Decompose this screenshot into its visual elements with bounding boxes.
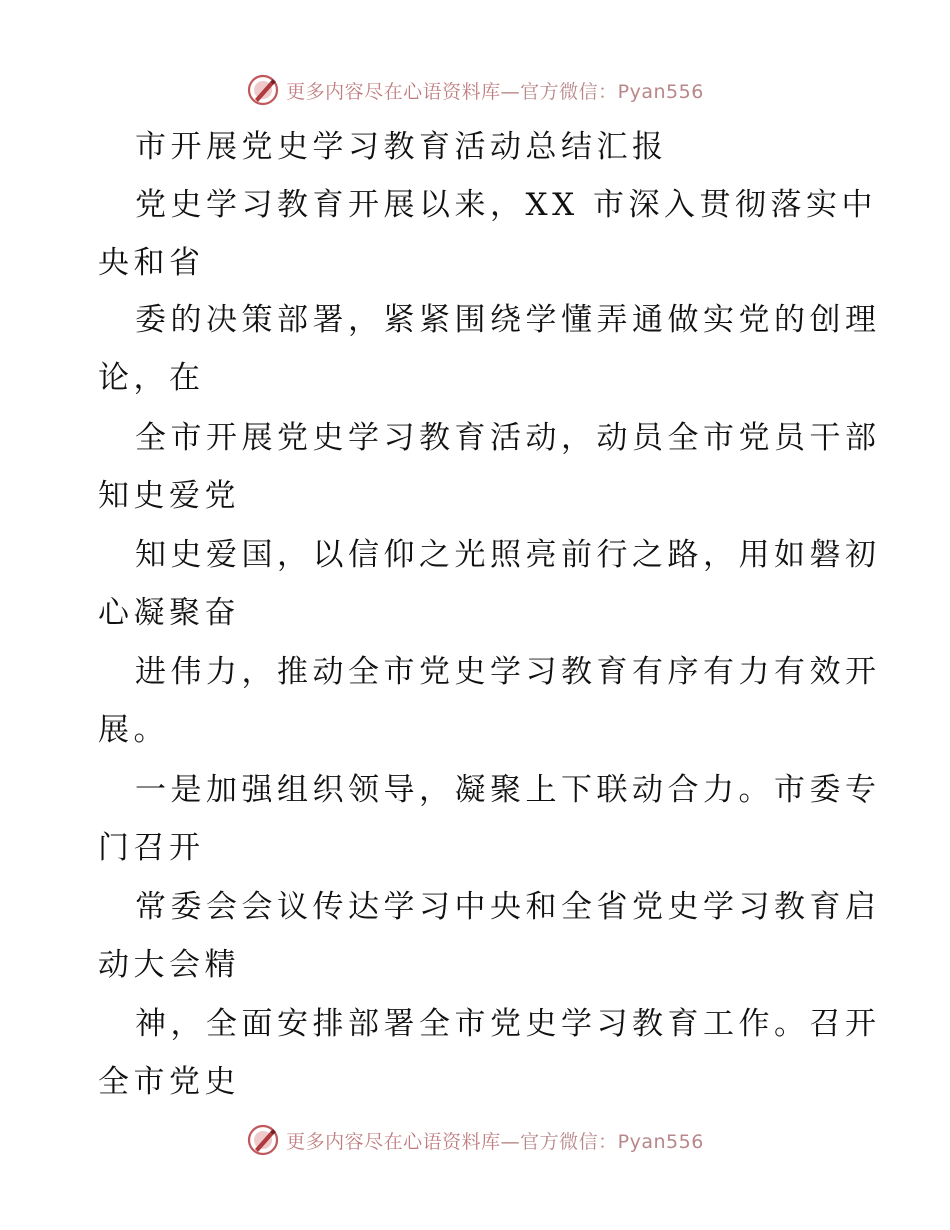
watermark-brand: 更多内容尽在心语资料库 xyxy=(286,80,501,103)
text-line: 常委会会议传达学习中央和全省党史学习教育启 xyxy=(135,889,881,925)
text-line: 心凝聚奋 xyxy=(98,595,240,631)
text-line: 进伟力，推动全市党史学习教育有序有力有效开 xyxy=(135,654,881,690)
text-line: 委的决策部署，紧紧围绕学懂弄通做实党的创理 xyxy=(135,302,881,338)
text-line: 全市党史 xyxy=(98,1064,240,1100)
watermark-text xyxy=(286,1127,704,1154)
watermark-brand: 更多内容尽在心语资料库 xyxy=(286,1130,501,1153)
text-line: 动大会精 xyxy=(98,947,240,983)
text-line: 央和省 xyxy=(98,245,205,281)
watermark-separator: — xyxy=(500,1130,521,1153)
footer-watermark xyxy=(0,1120,950,1160)
text-line: 一是加强组织领导，凝聚上下联动合力。市委专 xyxy=(135,772,881,808)
text-line: 党史学习教育开展以来，XX 市深入贯彻落实中 xyxy=(135,187,877,223)
text-line: 展。 xyxy=(98,712,169,748)
watermark-wechat: 官方微信：Pyan556 xyxy=(520,80,704,103)
text-line: 知史爱国，以信仰之光照亮前行之路，用如磐初 xyxy=(135,537,881,573)
text-line: 知史爱党 xyxy=(98,478,240,514)
pen-seal-icon xyxy=(246,1123,280,1157)
document-title: 市开展党史学习教育活动总结汇报 xyxy=(135,129,668,165)
text-line: 神，全面安排部署全市党史学习教育工作。召开 xyxy=(135,1006,881,1042)
pen-seal-icon xyxy=(246,73,280,107)
watermark-separator: — xyxy=(500,80,521,103)
text-line: 门召开 xyxy=(98,830,205,866)
watermark-text xyxy=(286,77,704,104)
text-line: 全市开展党史学习教育活动，动员全市党员干部 xyxy=(135,420,881,456)
watermark-wechat: 官方微信：Pyan556 xyxy=(520,1130,704,1153)
text-line: 论，在 xyxy=(98,360,205,396)
header-watermark xyxy=(0,70,950,110)
